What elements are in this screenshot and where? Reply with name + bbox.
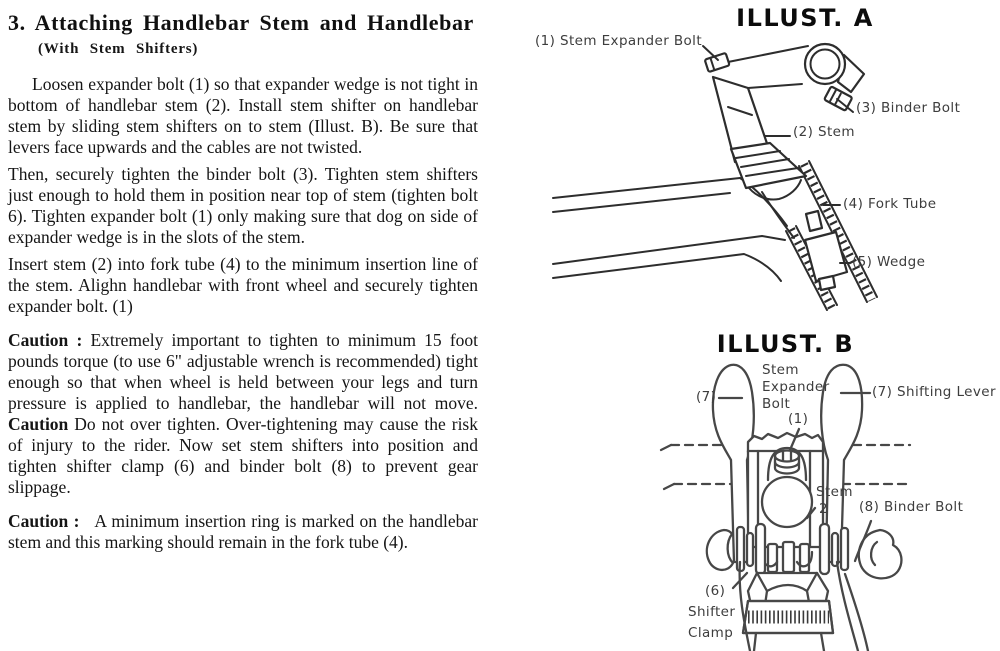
paragraph: Loosen expander bolt (1) so that expander wedge is not tight in bottom of handlebar stem (2). Install stem shifter on handlebar stem by sliding stem shifters on to stem (Illust. B). Be sure that levers face upwards and the cables are not twisted. [8,74,478,157]
label-stem-b-word: Stem [816,484,853,500]
illustration-a-title: ILLUST. A [736,4,874,32]
label-shifting-lever: (7) Shifting Lever [872,384,996,400]
expander-wedge [762,192,847,290]
frame-tubes [553,178,787,281]
label-shifter-clamp-line2: Clamp [688,625,734,641]
article-paragraphs [8,74,478,553]
label-fork-tube: (4) Fork Tube [843,196,937,212]
label-stem-expander-line3: Bolt [762,396,791,412]
label-stem-b-num: 2 [819,501,828,517]
label-lever-num-left: (7) [696,389,717,405]
label-stem-expander-bolt-a: (1) Stem Expander Bolt [535,33,703,49]
expander-bolt-b [775,451,799,462]
label-wedge: (5) Wedge [852,254,926,270]
label-stem-expander-line1: Stem [762,362,799,378]
label-binder-bolt-b: (8) Binder Bolt [859,499,964,515]
label-shifter-clamp-num: (6) [705,583,726,599]
label-shifter-clamp-line1: Shifter [688,604,736,620]
section-heading: 3. Attaching Handlebar Stem and Handlebar [8,10,474,35]
paragraph: Insert stem (2) into fork tube (4) to the minimum insertion line of the stem. Alighn handlebar with front wheel and securely tighten expander bolt. (1) [8,254,478,316]
instructions-column [8,10,478,559]
label-stem-a: (2) Stem [793,124,855,140]
stem-side-view-drawing [500,0,1000,332]
illustrations-column [500,0,1000,651]
binder-bolt-wing-left [707,530,733,570]
locknut-and-headset [743,573,833,651]
stem-front-view-drawing [500,330,1000,651]
label-stem-expander-line2: Expander [762,379,830,395]
label-stem-expander-num: (1) [788,411,809,427]
paragraph: Caution : A minimum insertion ring is marked on the handlebar stem and this marking should remain in the fork tube (4). [8,511,479,552]
illustration-b-title: ILLUST. B [716,330,855,358]
section-subheading: (With Stem Shifters) [38,41,199,57]
label-binder-bolt-a: (3) Binder Bolt [856,100,961,116]
paragraph: Caution : Extremely important to tighten to minimum 15 foot pounds torque (to use 6" adjustable wrench is recommended) tight enough so that when wheel is held between your legs and turn pressure is applied to handlebar, the handlebar will not move. Caution Do not over tighten. Over-tightening may cause the risk of injury to the rider. Now set stem shifters into position and tighten shifter clamp (6) and binder bolt (8) to prevent gear slippage. [8,330,479,497]
expander-bolt-a [705,53,730,72]
paragraph: Then, securely tighten the binder bolt (3). Tighten stem shifters just enough to hold them in position near top of stem (tighten bolt 6). Tighten expander bolt (1) only making sure that dog on side of expander wedge is in the slots of the stem. [8,164,478,247]
